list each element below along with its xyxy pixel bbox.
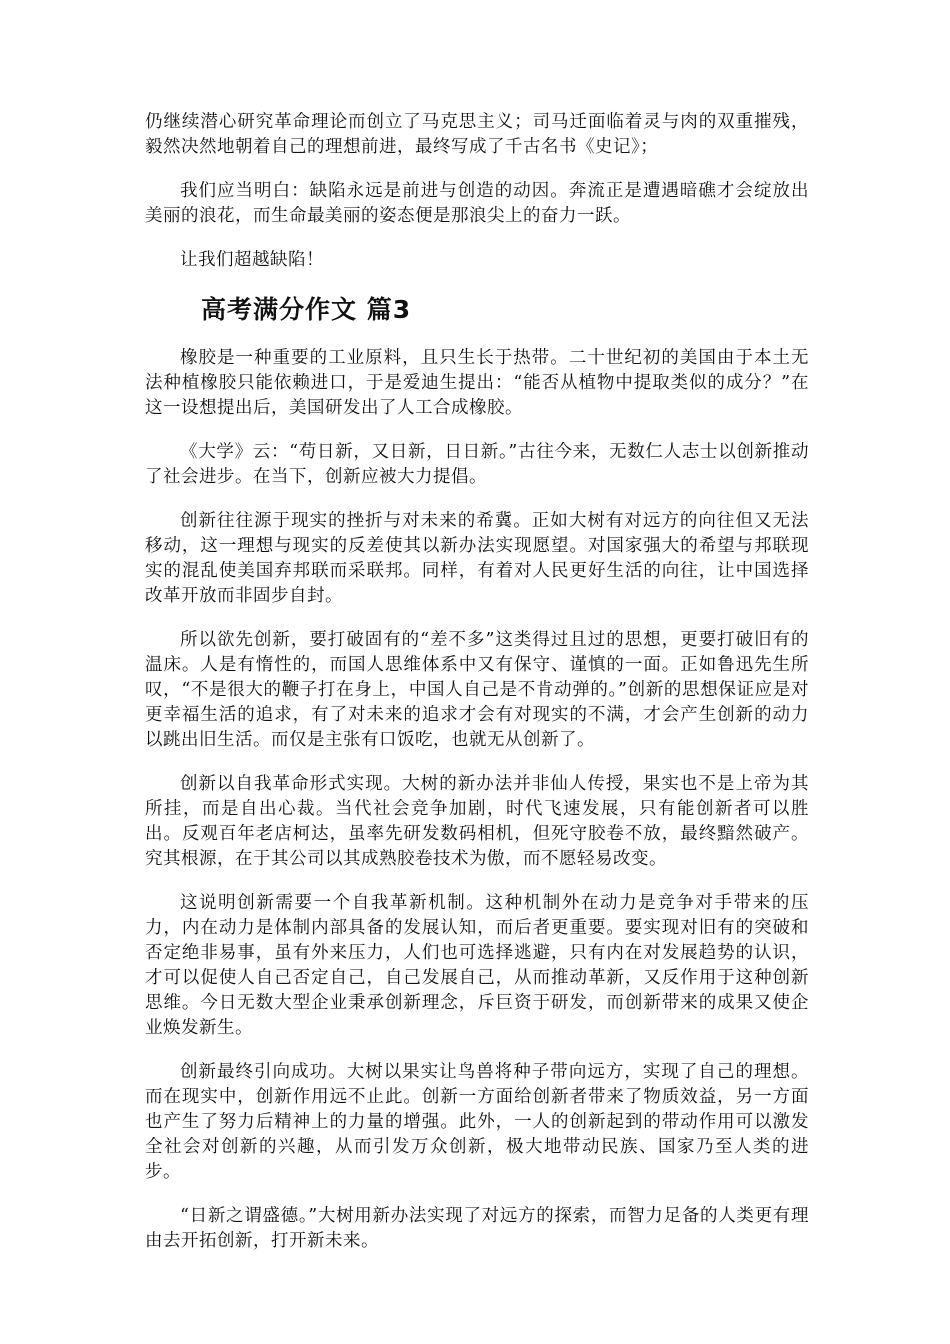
- section-heading: 高考满分作文 篇3: [201, 295, 412, 324]
- paragraph: 创新以自我革命形式实现。大树的新办法并非仙人传授，果实也不是上帝为其所挂，而是自出心裁。当代社会竞争加剧，时代飞速发展，只有能创新者可以胜出。反观百年老店柯达，虽率先研发数码相机，但死守胶卷不放，最终黯然破产。究其根源，在于其公司以其成熟胶卷技术为傲，而不愿轻易改变。: [145, 774, 809, 869]
- paragraph: 我们应当明白：缺陷永远是前进与创造的动因。奔流正是遭遇暗礁才会绽放出美丽的浪花，而生命最美丽的姿态便是那浪尖上的奋力一跃。: [145, 181, 809, 226]
- paragraph: 这说明创新需要一个自我革新机制。这种机制外在动力是竞争对手带来的压力，内在动力是体制内部具备的发展认知，而后者更重要。要实现对旧有的突破和否定绝非易事，虽有外来压力，人们也可选择逃避，只有内在对发展趋势的认识，才可以促使人自己否定自己，自己发展自己，从而推动革新，又反作用于这种创新思维。今日无数大型企业秉承创新理念，斥巨资于研发，而创新带来的成果又使企业焕发新生。: [145, 893, 809, 1038]
- paragraph-continued: 仍继续潜心研究革命理论而创立了马克思主义；司马迁面临着灵与肉的双重摧残，毅然决然地朝着自己的理想前进，最终写成了千古名书《史记》；: [145, 112, 809, 157]
- paragraph: 橡胶是一种重要的工业原料，且只生长于热带。二十世纪初的美国由于本土无法种植橡胶只能依赖进口，于是爱迪生提出：“能否从植物中提取类似的成分？”在这一设想提出后，美国研发出了人工合成橡胶。: [145, 348, 809, 418]
- document-body: [145, 110, 809, 1273]
- paragraph: 创新往往源于现实的挫折与对未来的希冀。正如大树有对远方的向往但又无法移动，这一理想与现实的反差使其以新办法实现愿望。对国家强大的希望与邦联现实的混乱使美国弃邦联而采联邦。同样，有着对人民更好生活的向往，让中国选择改革开放而非固步自封。: [145, 511, 809, 606]
- paragraph: 所以欲先创新，要打破固有的“差不多”这类得过且过的思想，更要打破旧有的温床。人是有惰性的，而国人思维体系中又有保守、谨慎的一面。正如鲁迅先生所叹，“不是很大的鞭子打在身上，中国人自己是不肯动弹的。”创新的思想保证应是对更幸福生活的追求，有了对未来的追求才会有对现实的不满，才会产生创新的动力以跳出旧生活。而仅是主张有口饭吃，也就无从创新了。: [145, 630, 809, 750]
- paragraph: “日新之谓盛德。”大树用新办法实现了对远方的探索，而智力足备的人类更有理由去开拓创新，打开新未来。: [145, 1206, 809, 1251]
- paragraph: 让我们超越缺陷！: [180, 250, 324, 270]
- paragraph: 创新最终引向成功。大树以果实让鸟兽将种子带向远方，实现了自己的理想。而在现实中，创新作用远不止此。创新一方面给创新者带来了物质效益，另一方面也产生了努力后精神上的力量的增强。此外，一人的创新起到的带动作用可以激发全社会对创新的兴趣，从而引发万众创新，极大地带动民族、国家乃至人类的进步。: [145, 1062, 809, 1182]
- paragraph: 《大学》云：“苟日新，又日新，日日新。”古往今来，无数仁人志士以创新推动了社会进步。在当下，创新应被大力提倡。: [145, 442, 809, 487]
